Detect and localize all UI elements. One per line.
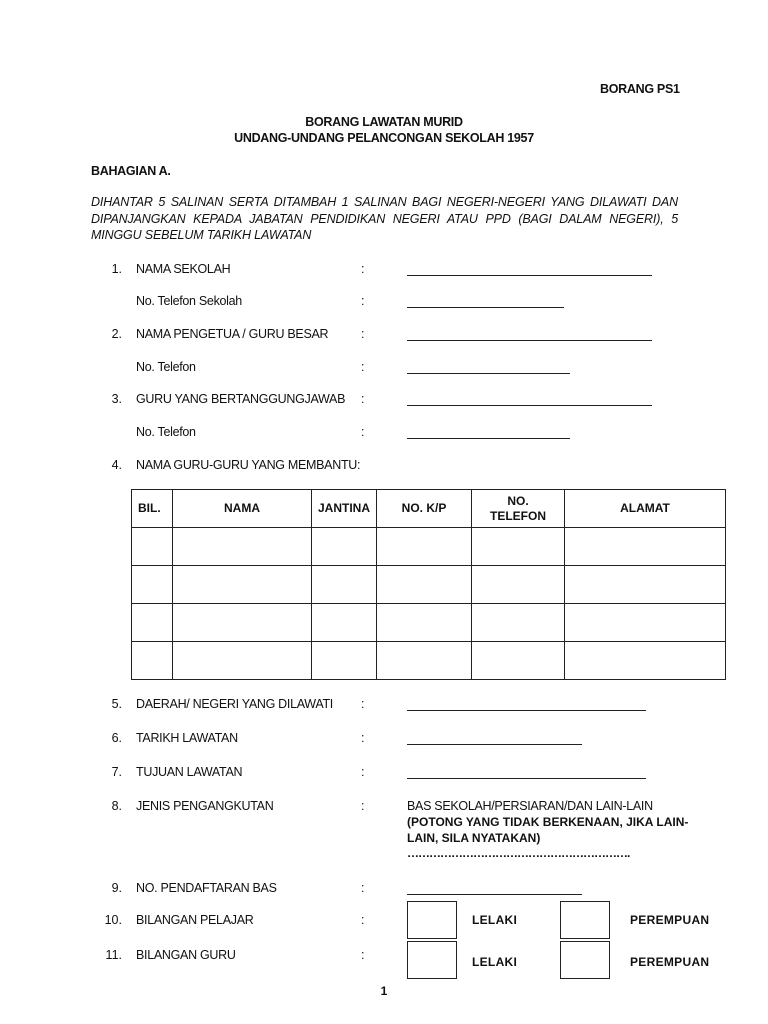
table-row — [132, 604, 726, 642]
teacher-phone-line[interactable] — [407, 438, 570, 439]
colon: : — [361, 765, 365, 779]
table-cell[interactable] — [312, 604, 377, 642]
field-destination-label: DAERAH/ NEGERI YANG DILAWATI — [136, 697, 333, 711]
col-header-bil: BIL. — [132, 490, 173, 528]
field-6-number: 6. — [111, 731, 122, 745]
colon: : — [361, 262, 365, 276]
table-cell[interactable] — [377, 604, 472, 642]
destination-line[interactable] — [407, 710, 646, 711]
colon: : — [361, 425, 365, 439]
col-header-nama: NAMA — [173, 490, 312, 528]
table-cell[interactable] — [377, 566, 472, 604]
student-female-count-box[interactable] — [560, 901, 610, 939]
field-teacher-count-label: BILANGAN GURU — [136, 948, 236, 962]
field-9-number: 9. — [111, 881, 122, 895]
colon: : — [361, 392, 365, 406]
colon: : — [361, 913, 365, 927]
col-header-telefon-line2: TELEFON — [490, 508, 546, 523]
field-school-name-label: NAMA SEKOLAH — [136, 262, 231, 276]
table-header-row — [132, 490, 726, 528]
colon: : — [361, 881, 365, 895]
assisting-teachers-table — [131, 489, 726, 680]
field-1-number: 1. — [111, 262, 122, 276]
teacher-female-label: PEREMPUAN — [630, 955, 710, 969]
school-phone-line[interactable] — [407, 307, 564, 308]
page-number: 1 — [380, 984, 388, 998]
field-principal-phone-label: No. Telefon — [136, 360, 196, 374]
colon: : — [361, 799, 365, 813]
table-cell[interactable] — [565, 566, 726, 604]
field-purpose-label: TUJUAN LAWATAN — [136, 765, 243, 779]
col-header-jantina: JANTINA — [312, 490, 377, 528]
principal-phone-line[interactable] — [407, 373, 570, 374]
col-header-kp: NO. K/P — [377, 490, 472, 528]
bus-registration-line[interactable] — [407, 894, 582, 895]
table-row — [132, 528, 726, 566]
form-subtitle: UNDANG-UNDANG PELANCONGAN SEKOLAH 1957 — [234, 131, 534, 145]
school-name-line[interactable] — [407, 275, 652, 276]
table-cell[interactable] — [132, 528, 173, 566]
teacher-male-count-box[interactable] — [407, 941, 457, 979]
table-cell[interactable] — [565, 604, 726, 642]
colon: : — [361, 948, 365, 962]
student-male-label: LELAKI — [472, 913, 518, 927]
table-cell[interactable] — [312, 528, 377, 566]
transport-other-dots[interactable]: ……………………………………………………. — [407, 846, 630, 860]
table-cell[interactable] — [312, 642, 377, 680]
transport-note-line1: (POTONG YANG TIDAK BERKENAAN, JIKA LAIN- — [407, 815, 689, 829]
field-10-number: 10. — [104, 913, 122, 927]
field-11-number: 11. — [105, 948, 122, 962]
field-3-number: 3. — [111, 392, 122, 406]
table-cell[interactable] — [472, 528, 565, 566]
field-teacher-phone-label: No. Telefon — [136, 425, 196, 439]
col-header-alamat: ALAMAT — [565, 490, 726, 528]
table-cell[interactable] — [472, 642, 565, 680]
form-code: BORANG PS1 — [600, 82, 680, 96]
table-cell[interactable] — [173, 604, 312, 642]
field-bus-registration-label: NO. PENDAFTARAN BAS — [136, 881, 277, 895]
teacher-male-label: LELAKI — [472, 955, 518, 969]
table-cell[interactable] — [173, 642, 312, 680]
table-cell[interactable] — [173, 528, 312, 566]
colon: : — [361, 327, 365, 341]
section-instructions: DIHANTAR 5 SALINAN SERTA DITAMBAH 1 SALINAN BAGI NEGERI-NEGERI YANG DILAWATI DAN DIPANJANGKAN KEPADA JABATAN PENDIDIKAN NEGERI ATAU PPD (BAGI DALAM NEGERI), 5 MINGGU SEBELUM TARIKH LAWATAN — [91, 195, 678, 242]
table-cell[interactable] — [472, 566, 565, 604]
colon: : — [361, 731, 365, 745]
teacher-in-charge-line[interactable] — [407, 405, 652, 406]
table-cell[interactable] — [173, 566, 312, 604]
col-header-telefon — [472, 490, 565, 528]
colon: : — [361, 294, 365, 308]
transport-note-line2: LAIN, SILA NYATAKAN) — [407, 831, 541, 845]
field-4-number: 4. — [111, 458, 122, 472]
teacher-female-count-box[interactable] — [560, 941, 610, 979]
table-cell[interactable] — [132, 566, 173, 604]
field-5-number: 5. — [111, 697, 122, 711]
table-cell[interactable] — [565, 528, 726, 566]
visit-date-line[interactable] — [407, 744, 582, 745]
field-transport-label: JENIS PENGANGKUTAN — [136, 799, 274, 813]
colon: : — [361, 697, 365, 711]
transport-options: BAS SEKOLAH/PERSIARAN/DAN LAIN-LAIN — [407, 799, 653, 813]
table-cell[interactable] — [377, 528, 472, 566]
table-row — [132, 642, 726, 680]
field-visit-date-label: TARIKH LAWATAN — [136, 731, 238, 745]
field-teacher-in-charge-label: GURU YANG BERTANGGUNGJAWAB — [136, 392, 346, 406]
purpose-line[interactable] — [407, 778, 646, 779]
table-cell[interactable] — [565, 642, 726, 680]
field-2-number: 2. — [111, 327, 122, 341]
table-cell[interactable] — [377, 642, 472, 680]
table-cell[interactable] — [132, 604, 173, 642]
colon: : — [361, 360, 365, 374]
section-heading: BAHAGIAN A. — [91, 164, 171, 178]
table-cell[interactable] — [132, 642, 173, 680]
principal-line[interactable] — [407, 340, 652, 341]
field-student-count-label: BILANGAN PELAJAR — [136, 913, 254, 927]
form-title: BORANG LAWATAN MURID — [305, 115, 463, 129]
table-cell[interactable] — [312, 566, 377, 604]
student-male-count-box[interactable] — [407, 901, 457, 939]
field-assisting-teachers-label: NAMA GURU-GURU YANG MEMBANTU: — [136, 458, 361, 472]
field-principal-label: NAMA PENGETUA / GURU BESAR — [136, 327, 329, 341]
table-row — [132, 566, 726, 604]
field-7-number: 7. — [111, 765, 122, 779]
col-header-telefon-line1: NO. — [507, 493, 529, 508]
field-8-number: 8. — [111, 799, 122, 813]
field-school-phone-label: No. Telefon Sekolah — [136, 294, 242, 308]
table-cell[interactable] — [472, 604, 565, 642]
student-female-label: PEREMPUAN — [630, 913, 710, 927]
